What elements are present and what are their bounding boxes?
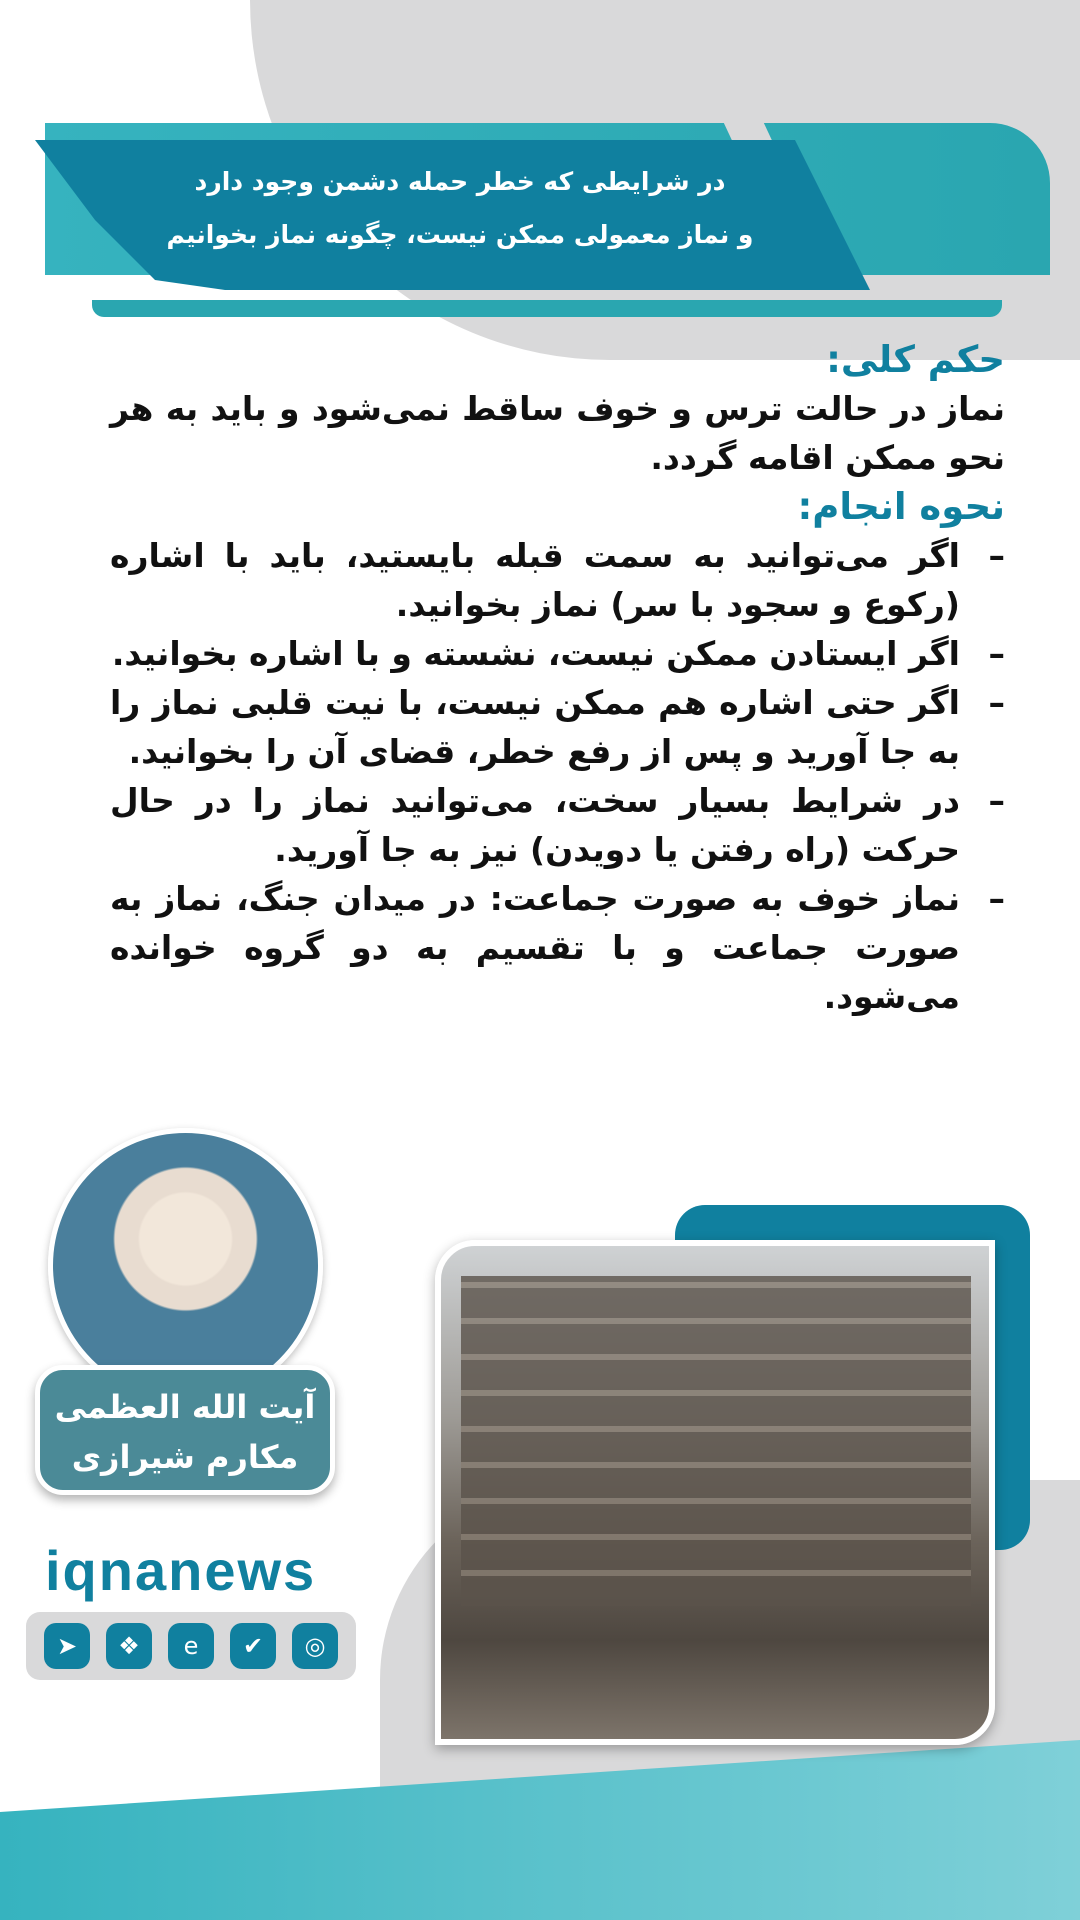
list-item: – اگر می‌توانید به سمت قبله بایستید، باید با اشاره (رکوع و سجود با سر) نماز بخوانید. [110, 531, 1005, 629]
telegram-icon[interactable]: ➤ [44, 1623, 90, 1669]
rubika-icon[interactable]: ✔ [230, 1623, 276, 1669]
method-heading: نحوه انجام: [797, 485, 1005, 528]
person-title: آیت الله العظمی [54, 1388, 316, 1426]
list-item: – اگر حتی اشاره هم ممکن نیست، با نیت قلبی نماز را به جا آورید و پس از رفع خطر، قضای آن را بخوانید. [110, 678, 1005, 776]
building-ruins [461, 1276, 971, 1606]
avatar-portrait [48, 1128, 323, 1403]
person-name: مکارم شیرازی [71, 1438, 299, 1476]
list-item: – در شرایط بسیار سخت، می‌توانید نماز را در حال حرکت (راه رفتن یا دویدن) نیز به جا آورید. [110, 776, 1005, 874]
header-underline [92, 300, 1002, 317]
eitaa-icon[interactable]: e [168, 1623, 214, 1669]
social-links [26, 1612, 356, 1680]
bale-icon[interactable]: ❖ [106, 1623, 152, 1669]
person-name-badge [35, 1365, 335, 1495]
header-title [120, 155, 800, 261]
list-item: – اگر ایستادن ممکن نیست، نشسته و با اشاره بخوانید. [110, 629, 1005, 678]
header-line-2: و نماز معمولی ممکن نیست، چگونه نماز بخوانیم [166, 220, 754, 249]
general-text: نماز در حالت ترس و خوف ساقط نمی‌شود و باید به هر نحو ممکن اقامه گردد. [110, 389, 1005, 477]
general-heading: حکم کلی: [826, 338, 1005, 381]
header-line-1: در شرایطی که خطر حمله دشمن وجود دارد [194, 167, 726, 196]
destroyed-building-photo [435, 1240, 995, 1745]
article-body [110, 335, 1005, 1021]
list-item: – نماز خوف به صورت جماعت: در میدان جنگ، نماز به صورت جماعت و با تقسیم به دو گروه خوانده می‌شود. [110, 874, 1005, 1021]
instagram-icon[interactable]: ◎ [292, 1623, 338, 1669]
brand-logo: iqnanews [45, 1539, 317, 1602]
